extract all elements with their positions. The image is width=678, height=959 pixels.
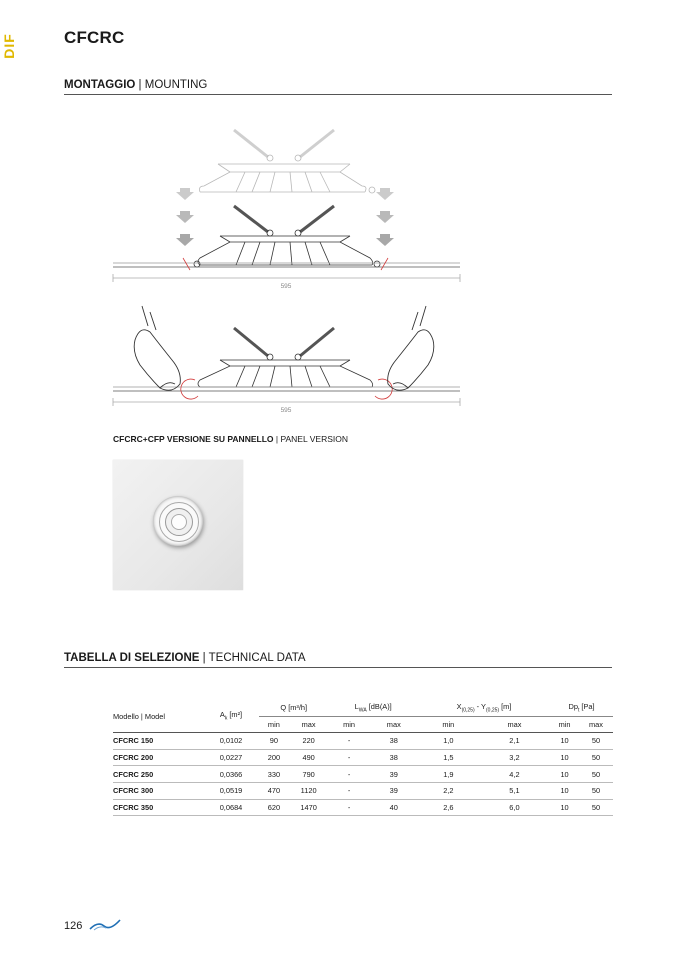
page-number: 126 (64, 920, 83, 932)
technical-data-table: Modello | Model $A_k$ [m²] Q [m³/h] $L_{WA}$ [dB(A)] $X_{(0,25)} - Y_{(0,25)}$ [m] $Dp_t$ [Pa] min max min max min max min max CFCRC 150 0,0102 90 220 - 38 1,0 2,1 10 50 CFCRC 200 0,0227 200 490 - 38 1,5 3,2 10 50 CFCRC 250 0,0366 330 790 - 39 1,9 4,2 10 50 CFCRC 300 0,0519 470 1120 - 39 2,2 5,1 10 50 CFCRC 350 0,0684 620 1470 - 40 2,6 6,0 10 50 (113, 700, 613, 816)
table-row: CFCRC 150 0,0102 90 220 - 38 1,0 2,1 10 50 (113, 733, 613, 750)
push-arrows (176, 188, 394, 246)
table-row: CFCRC 300 0,0519 470 1120 - 39 2,2 5,1 10 50 (113, 782, 613, 799)
dimension-bottom: 595 (280, 407, 292, 414)
col-model: Modello | Model (113, 700, 203, 733)
section-tab-label: DIF (0, 33, 17, 59)
col-dp: $Dp_t$ [Pa] (550, 700, 613, 716)
page-title: CFCRC (64, 28, 125, 47)
col-ak: $A_k$ [m²] (203, 700, 259, 733)
wave-logo-icon (88, 917, 122, 933)
col-throw: $X_{(0,25)} - Y_{(0,25)}$ [m] (418, 700, 550, 716)
mounting-drawing (0, 0, 678, 430)
table-row: CFCRC 350 0,0684 620 1470 - 40 2,6 6,0 10 50 (113, 799, 613, 816)
table-row: CFCRC 250 0,0366 330 790 - 39 1,9 4,2 10 50 (113, 766, 613, 783)
technical-data-heading-it: TABELLA DI SELEZIONE (64, 652, 200, 664)
mounting-heading-it: MONTAGGIO (64, 79, 136, 91)
panel-version-heading: CFCRC+CFP VERSIONE SU PANNELLO | PANEL VERSION (113, 434, 348, 444)
dimension-top: 595 (280, 283, 292, 290)
technical-data-heading: TABELLA DI SELEZIONE | TECHNICAL DATA (64, 652, 612, 668)
diffuser-panel (198, 328, 373, 387)
mounting-heading-en: MOUNTING (144, 79, 208, 91)
col-q: Q [m³/h] (259, 700, 328, 716)
diffuser-ghost (200, 130, 376, 193)
table-row: CFCRC 200 0,0227 200 490 - 38 1,5 3,2 10 50 (113, 749, 613, 766)
mounting-heading: MONTAGGIO | MOUNTING (64, 79, 612, 95)
col-lwa: $L_{WA}$ [dB(A)] (328, 700, 417, 716)
hand-right-icon (388, 306, 434, 390)
diffuser-mounted (194, 206, 380, 267)
technical-data-heading-en: TECHNICAL DATA (208, 652, 306, 664)
hand-left-icon (134, 306, 180, 390)
panel-version-photo (113, 460, 243, 590)
